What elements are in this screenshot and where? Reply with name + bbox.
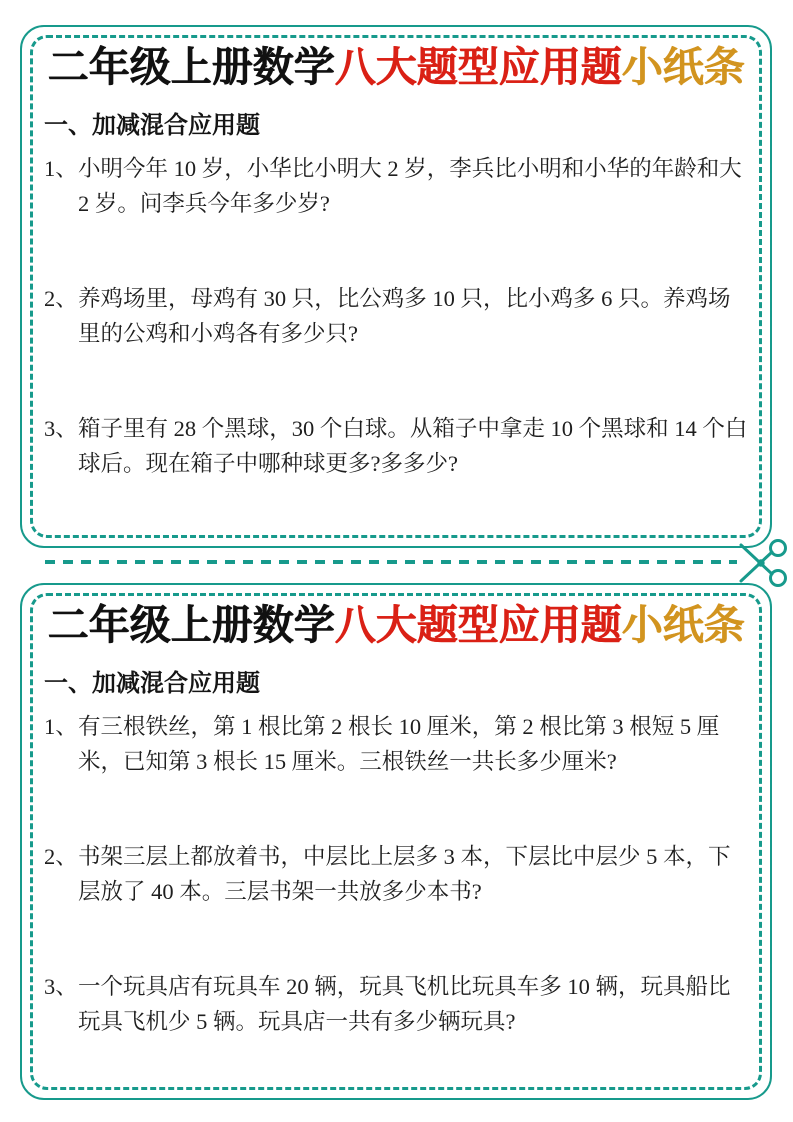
problem-text: 箱子里有 28 个黑球，30 个白球。从箱子中拿走 10 个黑球和 14 个白球后。现在箱子中哪种球更多?多多少? [78,416,748,477]
problem-number: 1、 [44,714,78,740]
problems-list [44,709,748,1039]
problem-item [44,281,748,351]
card-content [22,585,770,1039]
title-part-note: 小纸条 [621,602,745,648]
section-heading: 一、加减混合应用题 [44,670,260,698]
section-heading: 一、加减混合应用题 [44,112,260,140]
problem-text: 一个玩具店有玩具车 20 辆，玩具飞机比玩具车多 10 辆，玩具船比玩具飞机少 5 辆。玩具店一共有多少辆玩具? [78,974,731,1035]
problem-number: 1、 [44,156,78,182]
title-part-topic: 八大题型应用题 [334,602,622,648]
problem-item [44,839,748,909]
problem-number: 2、 [44,844,78,870]
problems-list [44,151,748,481]
worksheet-title [44,42,748,93]
worksheet-title [44,600,748,651]
cut-line [45,560,737,564]
problem-text: 书架三层上都放着书，中层比上层多 3 本，下层比中层少 5 本，下层放了 40 本。三层书架一共放多少本书? [78,844,731,905]
problem-item [44,709,748,779]
title-part-topic: 八大题型应用题 [334,44,622,90]
problem-text: 有三根铁丝，第 1 根比第 2 根长 10 厘米，第 2 根比第 3 根短 5 厘米，已知第 3 根长 15 厘米。三根铁丝一共长多少厘米? [78,714,720,775]
title-part-grade: 二年级上册数学 [47,44,335,90]
problem-text: 小明今年 10 岁，小华比小明大 2 岁，李兵比小明和小华的年龄和大 2 岁。问李兵今年多少岁? [78,156,742,217]
problem-item [44,969,748,1039]
problem-item [44,151,748,221]
problem-number: 3、 [44,974,78,1000]
problem-number: 3、 [44,416,78,442]
worksheet-card-2 [20,583,772,1100]
title-part-note: 小纸条 [621,44,745,90]
worksheet-card-1 [20,25,772,548]
title-part-grade: 二年级上册数学 [47,602,335,648]
card-content [22,27,770,481]
problem-number: 2、 [44,286,78,312]
scissors-icon [737,536,791,590]
problem-text: 养鸡场里，母鸡有 30 只，比公鸡多 10 只，比小鸡多 6 只。养鸡场里的公鸡和小鸡各有多少只? [78,286,731,347]
problem-item [44,411,748,481]
